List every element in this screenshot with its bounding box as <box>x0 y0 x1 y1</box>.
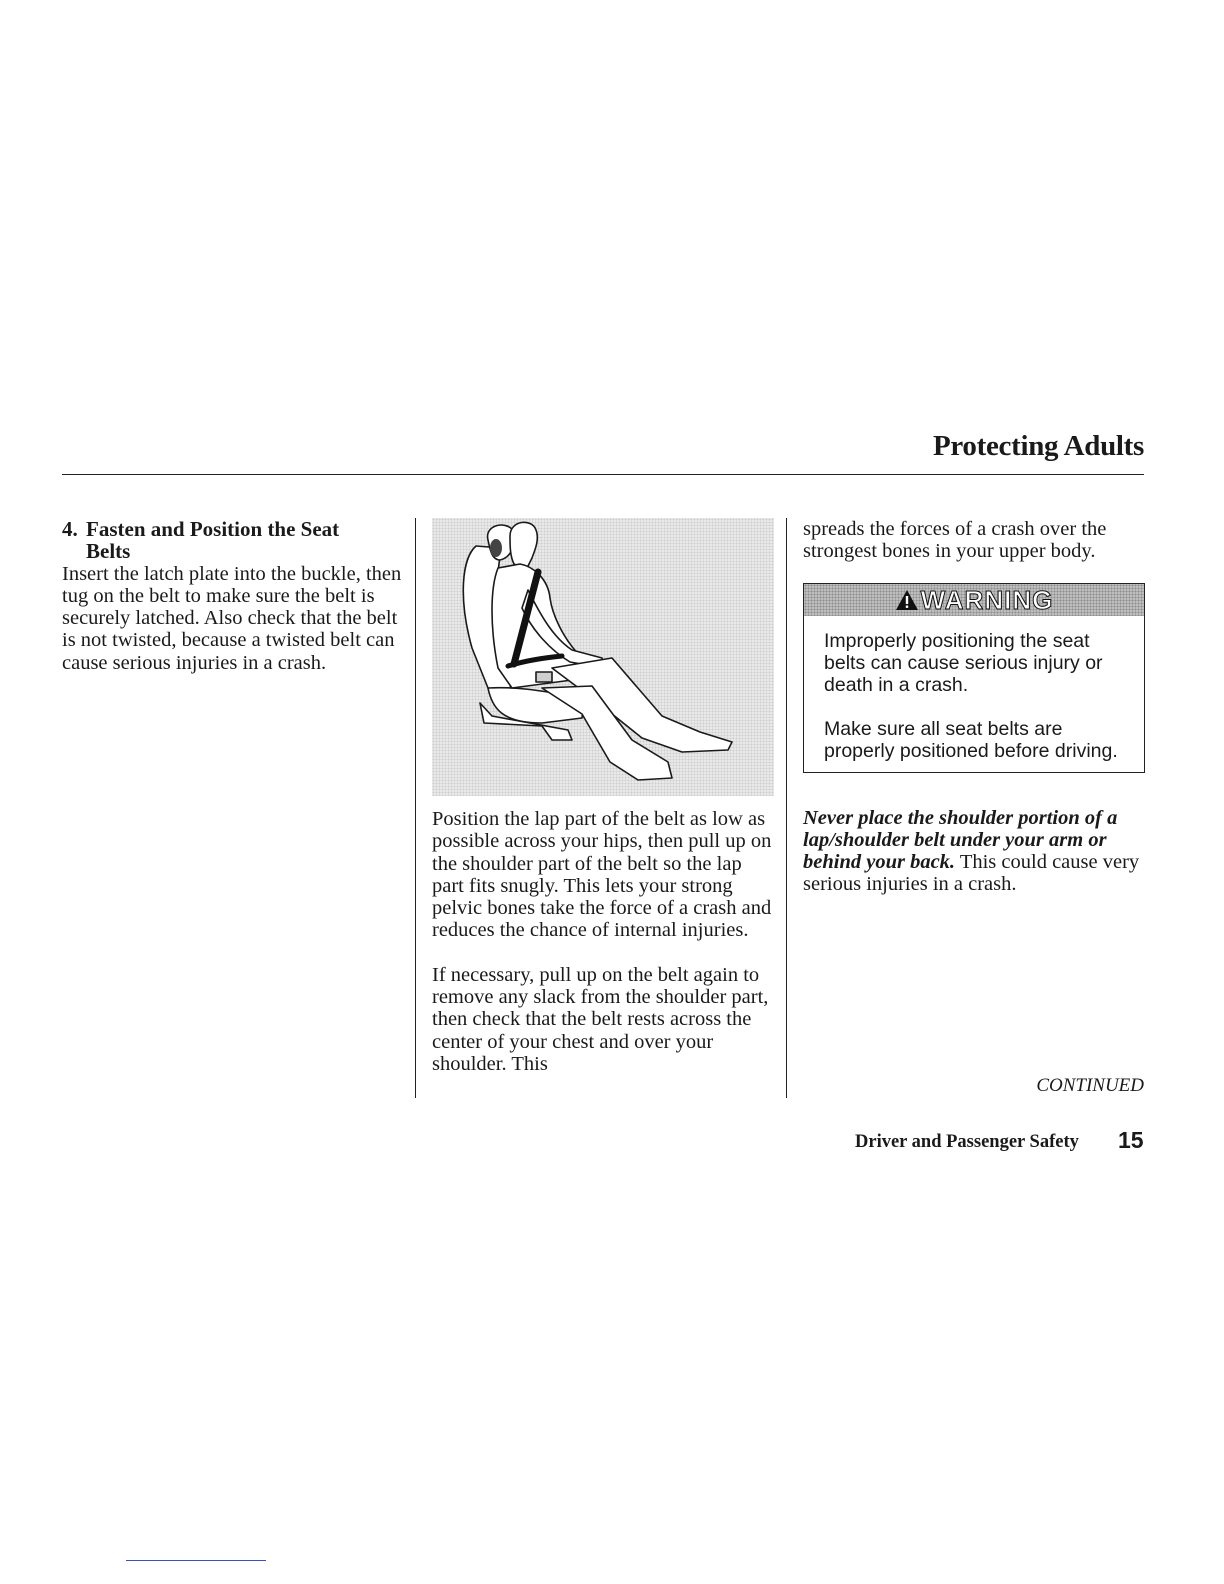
warning-label: WARNING <box>920 584 1054 615</box>
seated-person-icon <box>432 518 774 796</box>
left-column <box>62 518 407 674</box>
warning-text-2: Make sure all seat belts are properly positioned before driving. <box>824 717 1118 762</box>
warning-text-1: Improperly positioning the seat belts can cause serious injury or death in a crash. <box>824 629 1103 696</box>
header-divider <box>62 474 1144 475</box>
shoulder-belt-paragraph: If necessary, pull up on the belt again to remove any slack from the shoulder part, then check that the belt rests across the center of your chest and over your shoulder. This <box>432 963 769 1075</box>
column-divider-right <box>786 518 787 1098</box>
warning-header <box>804 584 1144 616</box>
warning-box <box>803 583 1145 773</box>
caution-rest: This could cause very serious injuries in a crash. <box>803 851 1140 896</box>
caution-paragraph <box>803 807 1148 896</box>
bottom-link-underline <box>126 1560 266 1561</box>
warning-triangle-icon <box>895 586 919 618</box>
step-paragraph: Insert the latch plate into the buckle, then tug on the belt to make sure the belt is securely latched. Also check that the belt is not twisted, because a twisted belt can cause serious injuries in a crash. <box>62 562 402 674</box>
step-title-line2: Belts <box>86 539 131 564</box>
continued-label: CONTINUED <box>1036 1075 1144 1096</box>
footer-section-title: Driver and Passenger Safety <box>855 1132 1079 1152</box>
step-heading <box>62 518 407 563</box>
middle-column <box>432 518 777 1075</box>
column-divider-left <box>415 518 416 1098</box>
seatbelt-illustration <box>432 518 774 796</box>
page-number: 15 <box>1118 1127 1144 1153</box>
continuation-paragraph: spreads the forces of a crash over the strongest bones in your upper body. <box>803 518 1107 563</box>
caution-emphasis: Never place the shoulder portion of a lap/shoulder belt under your arm or behind your back. <box>803 806 1118 874</box>
step-title-line1: Fasten and Position the Seat <box>86 517 340 541</box>
right-column <box>803 518 1148 896</box>
warning-body <box>804 616 1144 772</box>
page-title: Protecting Adults <box>932 430 1144 462</box>
lap-belt-paragraph: Position the lap part of the belt as low as possible across your hips, then pull up on the shoulder part of the belt so the lap part fits snugly. This lets your strong pelvic bones take the force of a crash and reduces the chance of internal injuries. <box>432 808 772 942</box>
step-number: 4. <box>62 517 78 541</box>
